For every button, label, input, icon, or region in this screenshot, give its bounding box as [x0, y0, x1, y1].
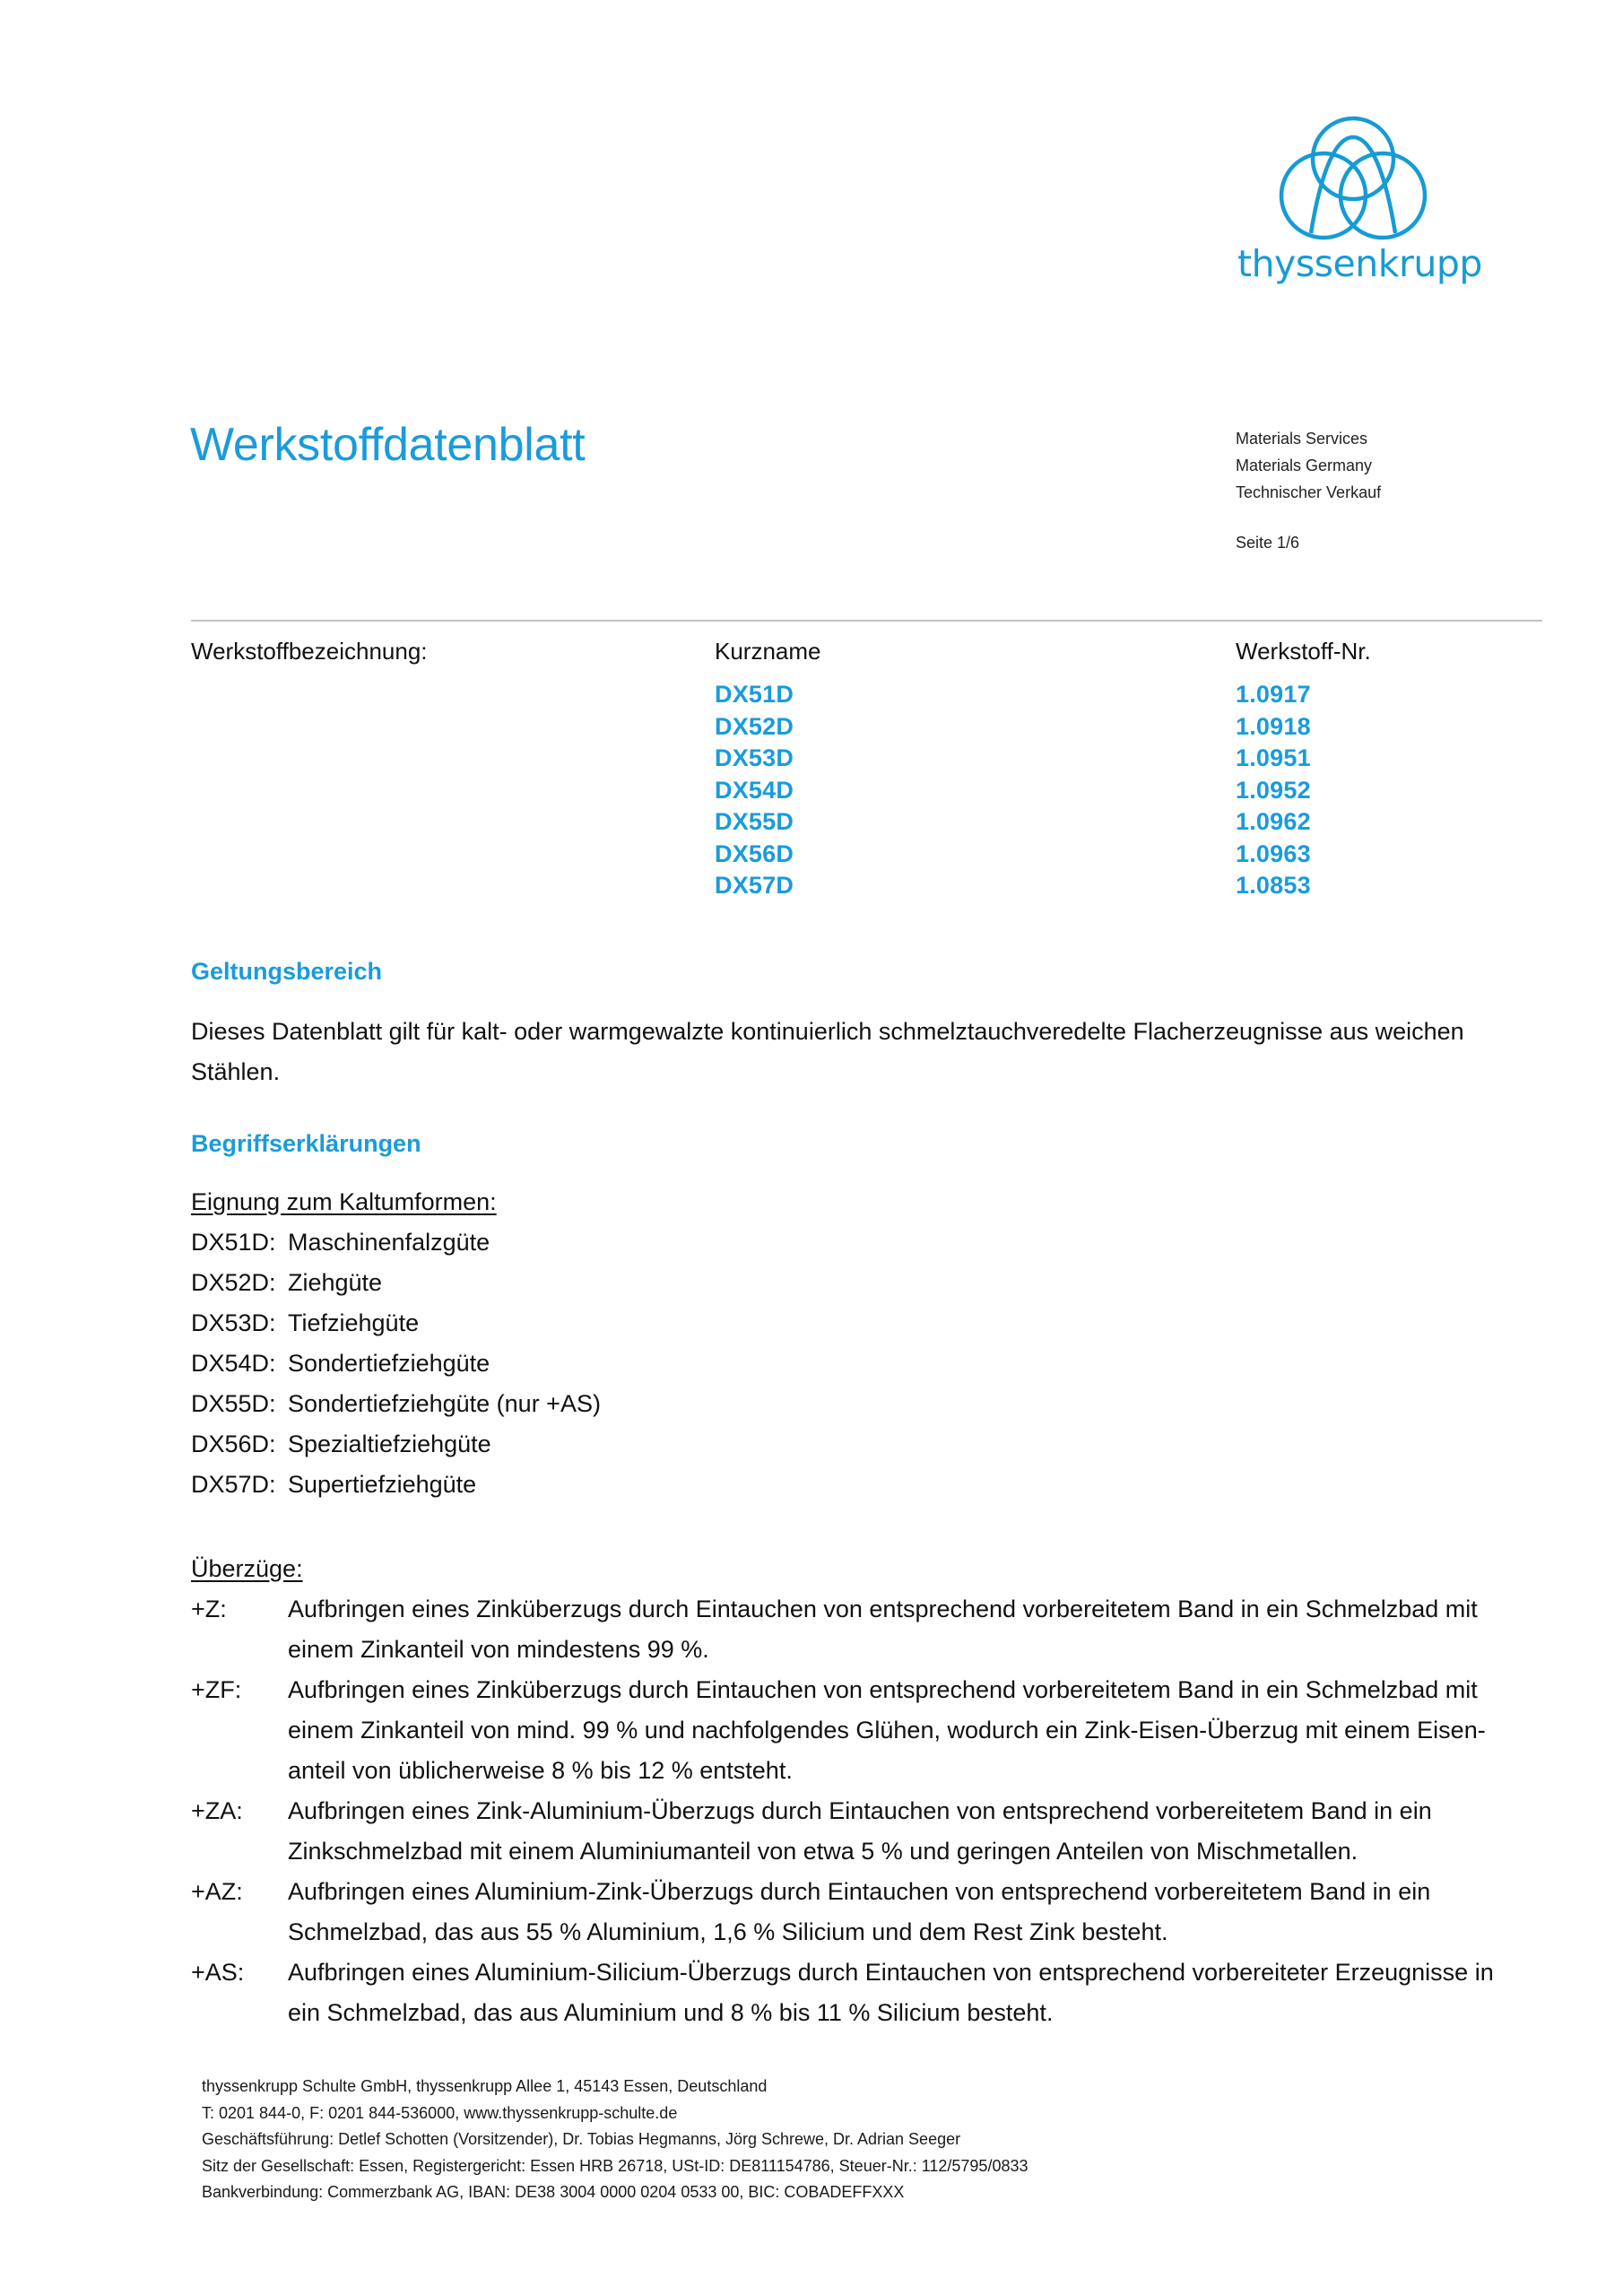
grade-code: DX54D: — [191, 1350, 276, 1377]
logo-top-ring — [1313, 118, 1393, 199]
grade-description: Supertiefziehgüte — [288, 1471, 477, 1498]
header-info-line: Materials Germany — [1236, 457, 1373, 474]
cold-forming-title: Eignung zum Kaltumformen: — [191, 1188, 497, 1215]
grade-description: Spezialtiefziehgüte — [288, 1431, 491, 1457]
grade-code: DX57D: — [191, 1471, 276, 1498]
header-info-line: Technischer Verkauf — [1236, 483, 1382, 501]
grade-description: Maschinenfalzgüte — [288, 1229, 490, 1256]
material-designation-label: Werkstoffbezeichnung: — [191, 638, 428, 665]
column-header-werkstoff-nr: Werkstoff-Nr. — [1236, 638, 1371, 665]
coating-code: +AS: — [191, 1959, 245, 1986]
werkstoff-nr-cell: 1.0918 — [1236, 712, 1311, 740]
kurzname-cell: DX55D — [715, 808, 794, 835]
grade-description: Sondertiefziehgüte — [288, 1350, 490, 1377]
coatings-title: Überzüge: — [191, 1555, 303, 1582]
cold-forming-list — [191, 1182, 601, 1505]
footer-line: T: 0201 844-0, F: 0201 844-536000, www.thyssenkrupp-schulte.de — [202, 2103, 678, 2122]
werkstoff-nr-cell: 1.0951 — [1236, 744, 1311, 771]
werkstoff-nr-cell: 1.0952 — [1236, 776, 1311, 804]
list-item — [191, 1344, 601, 1384]
coating-code: +ZA: — [191, 1797, 243, 1824]
werkstoff-nr-cell: 1.0962 — [1236, 808, 1311, 835]
list-item — [191, 1872, 1536, 1952]
footer-line: Bankverbindung: Commerzbank AG, IBAN: DE38 3004 0000 0204 0533 00, BIC: COBADEFFXXX — [202, 2183, 905, 2201]
grade-code: DX51D: — [191, 1229, 276, 1256]
werkstoff-nr-cell: 1.0917 — [1236, 681, 1311, 708]
list-item — [191, 1263, 601, 1303]
grade-description: Tiefziehgüte — [288, 1309, 420, 1336]
coatings-list — [191, 1549, 1536, 2033]
page-number: Seite 1/6 — [1236, 534, 1300, 552]
section-heading-geltungsbereich: Geltungsbereich — [191, 958, 383, 985]
kurzname-cell: DX52D — [715, 712, 794, 740]
scope-paragraph: Dieses Datenblatt gilt für kalt- oder warmgewalzte kontinuierlich schmelztauchveredelte Flacherzeugnisse aus weichen Stählen. — [191, 1018, 1464, 1085]
logo-right-ring — [1341, 153, 1425, 238]
grade-code: DX53D: — [191, 1309, 276, 1336]
kurzname-cell: DX54D — [715, 776, 794, 804]
list-item — [191, 1222, 601, 1263]
coating-code: +Z: — [191, 1596, 227, 1622]
grade-code: DX55D: — [191, 1390, 276, 1417]
footer-line: thyssenkrupp Schulte GmbH, thyssenkrupp Allee 1, 45143 Essen, Deutschland — [202, 2077, 768, 2095]
thyssenkrupp-logo-icon — [1264, 106, 1497, 249]
grade-description: Ziehgüte — [288, 1269, 383, 1296]
section-heading-begriffserklaerungen: Begriffserklärungen — [191, 1130, 421, 1157]
list-item — [191, 1670, 1536, 1791]
list-item — [191, 1791, 1536, 1872]
list-item — [191, 1465, 601, 1505]
grade-code: DX56D: — [191, 1431, 276, 1457]
kurzname-cell: DX51D — [715, 681, 794, 708]
coating-code: +AZ: — [191, 1878, 243, 1905]
company-footer — [202, 2074, 1028, 2206]
kurzname-cell: DX57D — [715, 872, 794, 899]
kurzname-column — [715, 679, 794, 902]
logo-wordmark: thyssenkrupp — [1237, 242, 1482, 285]
header-info-line: Materials Services — [1236, 430, 1368, 448]
footer-line: Sitz der Gesellschaft: Essen, Registergericht: Essen HRB 26718, USt-ID: DE811154786, Steuer-Nr.: 112/5795/0833 — [202, 2156, 1028, 2175]
coating-description: Aufbringen eines Zinküberzugs durch Eintauchen von entsprechend vorbereitetem Band in ein Schmelzbad mit einem Zinkanteil von mind. 99 % und nachfolgendes Glühen, wodurch ein Zink-Eisen-Überzug mit einem Eisen-anteil von üblicherweise 8 % bis 12 % entsteht. — [288, 1676, 1486, 1784]
column-header-kurzname: Kurzname — [715, 638, 821, 665]
werkstoff-nr-column — [1236, 679, 1311, 902]
grade-code: DX52D: — [191, 1269, 276, 1296]
list-item — [191, 1424, 601, 1465]
werkstoff-nr-cell: 1.0853 — [1236, 872, 1311, 899]
list-item — [191, 1384, 601, 1424]
coating-code: +ZF: — [191, 1676, 242, 1703]
list-item — [191, 1303, 601, 1344]
coating-description: Aufbringen eines Zink-Aluminium-Überzugs durch Eintauchen von entsprechend vorbereitetem Band in ein Zinkschmelzbad mit einem Aluminiumanteil von etwa 5 % und geringen Anteilen von Mischmetallen. — [288, 1797, 1432, 1865]
header-info — [1236, 425, 1381, 556]
coating-description: Aufbringen eines Aluminium-Zink-Überzugs durch Eintauchen von entsprechend vorbereitetem Band in ein Schmelzbad, das aus 55 % Aluminium, 1,6 % Silicium und dem Rest Zink besteht. — [288, 1878, 1431, 1945]
footer-line: Geschäftsführung: Detlef Schotten (Vorsitzender), Dr. Tobias Hegmanns, Jörg Schrewe, Dr. Adrian Seeger — [202, 2130, 961, 2148]
werkstoff-nr-cell: 1.0963 — [1236, 839, 1311, 867]
coating-description: Aufbringen eines Zinküberzugs durch Eintauchen von entsprechend vorbereitetem Band in ein Schmelzbad mit einem Zinkanteil von mindestens 99 %. — [288, 1596, 1478, 1663]
list-item — [191, 1589, 1536, 1670]
grade-description: Sondertiefziehgüte (nur +AS) — [288, 1390, 601, 1417]
kurzname-cell: DX53D — [715, 744, 794, 771]
header-divider — [191, 620, 1542, 622]
coating-description: Aufbringen eines Aluminium-Silicium-Überzugs durch Eintauchen von entsprechend vorbereiteter Erzeugnisse in ein Schmelzbad, das aus Aluminium und 8 % bis 11 % Silicium besteht. — [288, 1959, 1494, 2026]
kurzname-cell: DX56D — [715, 839, 794, 867]
list-item — [191, 1952, 1536, 2033]
document-title: Werkstoffdatenblatt — [190, 419, 586, 471]
